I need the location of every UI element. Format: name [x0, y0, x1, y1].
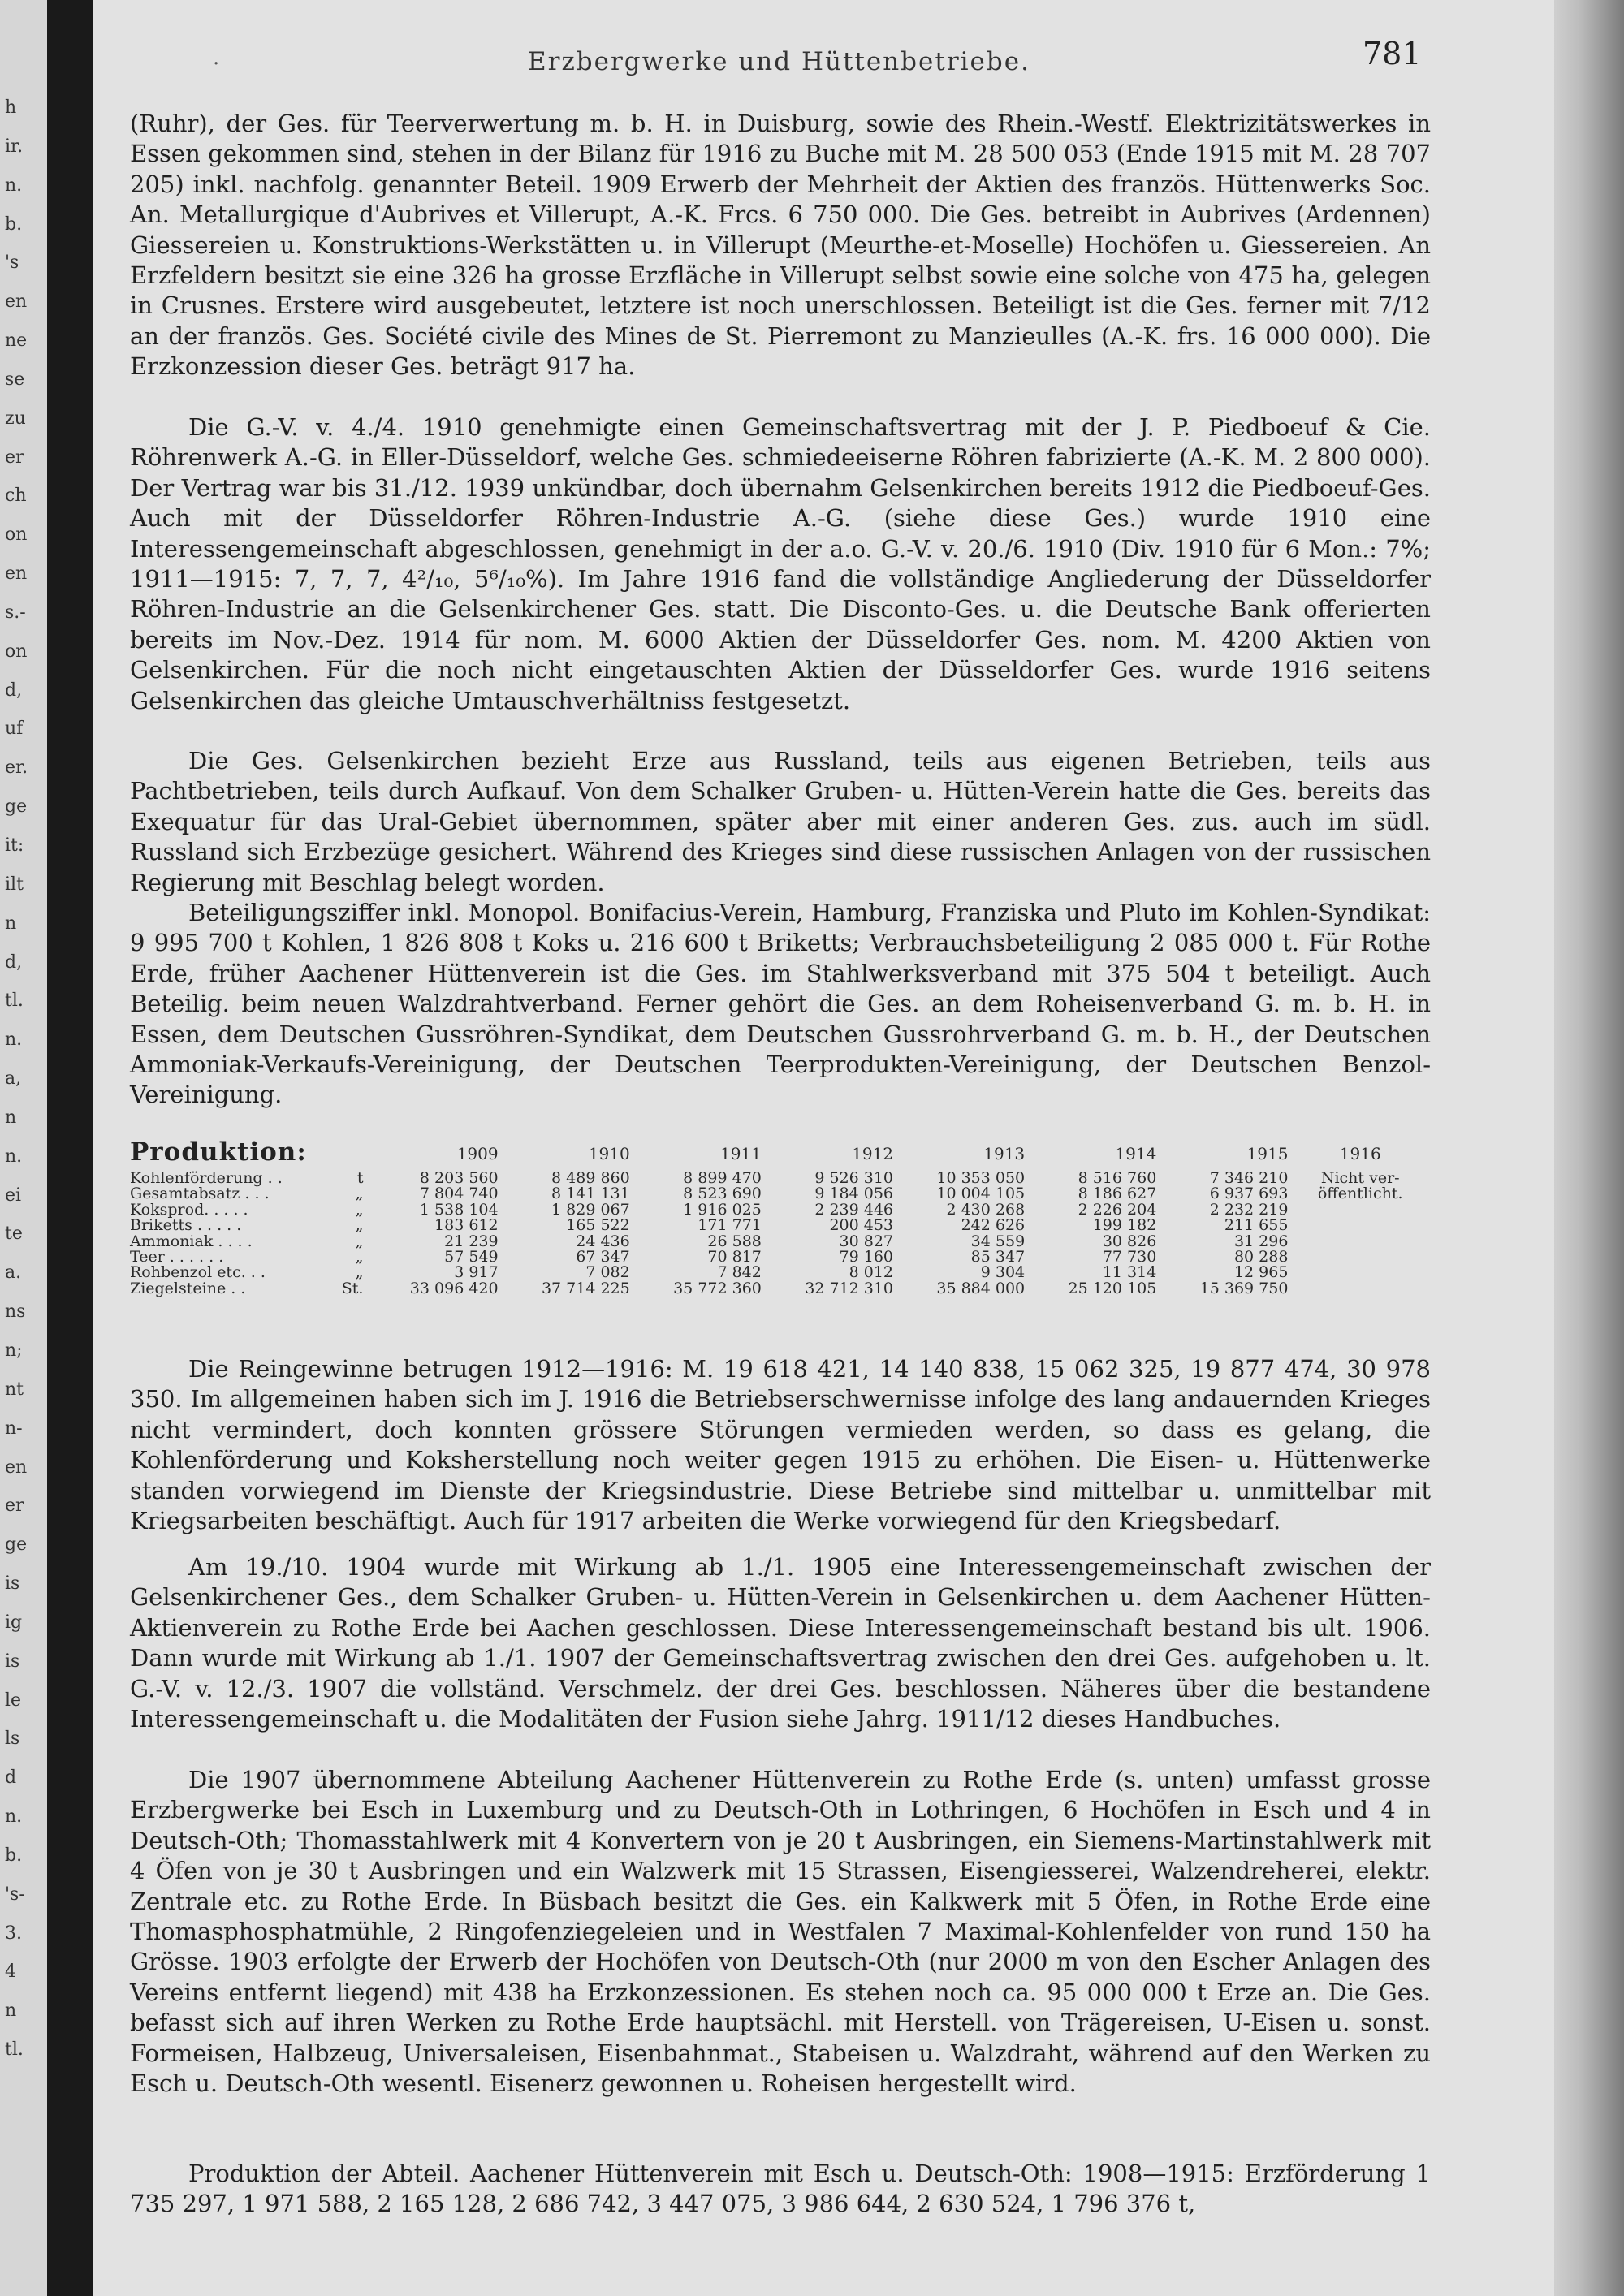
- production-value: 9 526 310: [814, 1169, 894, 1187]
- production-row-unit: „: [355, 1216, 364, 1235]
- prev-page-fragment: n: [5, 2000, 17, 2021]
- binding-gutter: [47, 0, 93, 2296]
- production-row-label: Koksprod. . . . .: [130, 1200, 248, 1219]
- production-value: 80 288: [1233, 1248, 1289, 1267]
- production-row-label: Ziegelsteine . .: [130, 1279, 246, 1297]
- production-value: 200 453: [829, 1216, 894, 1235]
- production-value: 79 160: [839, 1248, 894, 1267]
- year-1910: 1910: [588, 1144, 630, 1163]
- prev-page-fragment: n: [5, 913, 17, 934]
- prev-page-fragment: on: [5, 641, 28, 662]
- prev-page-fragment: ge: [5, 796, 28, 817]
- production-row-label: Teer . . . . . .: [130, 1248, 224, 1267]
- production-row-label: Gesamtabsatz . . .: [130, 1185, 270, 1203]
- production-row-label: Kohlenförderung . .: [130, 1169, 283, 1187]
- paragraph-reingewinne: Die Reingewinne betrugen 1912—1916: M. 19 618 421, 14 140 838, 15 062 325, 19 877 474, 30 978 350. Im allgemeinen haben sich im J. 1916 die Betriebserschwernisse infolge des lang andauernden Krieges nicht vermindert, doch konnten grössere Störungen vermieden werden, so dass es gelang, die Kohlenförderung und Koksherstellung noch weiter gegen 1915 zu erhöhen. Die Eisen- u. Hüttenwerke standen vorwiegend im Dienste der Kriegsindustrie. Diese Betriebe sind mittelbar u. unmittelbar mit Kriegsarbeiten beschäftigt. Auch für 1917 arbeiten die Werke vorwiegend für den Kriegsbedarf.: [130, 1355, 1431, 1535]
- production-header-row: [130, 1137, 1432, 1171]
- production-row: [130, 1186, 1432, 1202]
- production-value: 9 184 056: [814, 1185, 894, 1203]
- paragraph-interessengemeinschaft: Am 19./10. 1904 wurde mit Wirkung ab 1./1. 1905 eine Interessengemeinschaft zwischen der Gelsenkirchener Ges., dem Schalker Gruben- u. Hütten-Verein in Gelsenkirchen u. dem Aachener Hütten-Aktienverein zu Rothe Erde bei Aachen geschlossen. Diese Interessengemeinschaft bestand bis ult. 1906. Dann wurde mit Wirkung ab 1./1. 1907 der Gemeinschaftsvertrag zwischen den drei Ges. aufgehoben u. lt. G.-V. v. 12./3. 1907 die vollständ. Verschmelz. der drei Ges. beschlossen. Näheres über die bestandene Interessengemeinschaft u. die Modalitäten der Fusion siehe Jahrg. 1911/12 dieses Handbuches.: [130, 1553, 1431, 1733]
- production-row-label: Ammoniak . . . .: [130, 1232, 253, 1250]
- production-value: 183 612: [434, 1216, 499, 1235]
- production-value: 165 522: [566, 1216, 630, 1235]
- production-row-unit: „: [355, 1232, 364, 1250]
- prev-page-fragment: n;: [5, 1340, 23, 1361]
- production-row-label: Briketts . . . . .: [130, 1216, 242, 1235]
- year-1912: 1912: [852, 1144, 894, 1163]
- paragraph-gv-1910: Die G.-V. v. 4./4. 1910 genehmigte einen Gemeinschaftsvertrag mit der J. P. Piedboeuf & Cie. Röhrenwerk A.-G. in Eller-Düsseldorf, welche Ges. schmiedeeiserne Röhren fabrizierte (A.-K. M. 2 800 000). Der Vertrag war bis 31./12. 1939 unkündbar, doch übernahm Gelsenkirchen bereits 1912 die Piedboeuf-Ges. Auch mit der Düsseldorfer Röhren-Industrie A.-G. (siehe diese Ges.) wurde 1910 eine Interessengemeinschaft abgeschlossen, genehmigt in der a.o. G.-V. v. 20./6. 1910 (Div. 1910 für 6 Mon.: 7%; 1911—1915: 7, 7, 7, 4²/₁₀, 5⁶/₁₀%). Im Jahre 1916 fand die vollständige Angliederung der Düsseldorfer Röhren-Industrie an die Gelsenkirchener Ges. statt. Die Disconto-Ges. u. die Deutsche Bank offerierten bereits im Nov.-Dez. 1914 für nom. M. 6000 Aktien der Düsseldorfer Ges. nom. M. 4200 Aktien von Gelsenkirchen. Für die noch nicht eingetauschten Aktien der Düsseldorfer Ges. wurde 1916 seitens Gelsenkirchen das gleiche Umtauschverhältniss festgesetzt.: [130, 413, 1431, 714]
- production-value: 171 771: [698, 1216, 762, 1235]
- production-value: 7 804 740: [419, 1185, 499, 1203]
- prev-page-fragment: se: [5, 369, 25, 390]
- prev-page-fragment: en: [5, 563, 28, 584]
- previous-page-edge: [0, 0, 47, 2296]
- prev-page-fragment: n.: [5, 1146, 23, 1167]
- production-value: 35 884 000: [936, 1279, 1026, 1297]
- paragraph-aachener-huettenverein: Die 1907 übernommene Abteilung Aachener Hüttenverein zu Rothe Erde (s. unten) umfasst grosse Erzbergwerke bei Esch in Luxemburg und zu Deutsch-Oth in Lothringen, 6 Hochöfen in Esch und 4 in Deutsch-Oth; Thomasstahlwerk mit 4 Konvertern von je 20 t Ausbringen, ein Siemens-Martinstahlwerk mit 4 Öfen von je 30 t Ausbringen und ein Walzwerk mit 15 Strassen, Eisengiesserei, Walzendreherei, elektr. Zentrale etc. zu Rothe Erde. In Büsbach besitzt die Ges. ein Kalkwerk mit 5 Öfen, in Rothe Erde eine Thomasphosphatmühle, 2 Ringofenziegeleien und in Westfalen 7 Maximal-Kohlenfelder von rund 150 ha Grösse. 1903 erfolgte der Erwerb der Hochöfen von Deutsch-Oth (nur 2000 m von den Escher Anlagen des Vereins entfernt liegend) mit 438 ha Erzkonzessionen. Es stehen noch ca. 95 000 000 t Erze an. Die Ges. befasst sich auf ihren Werken zu Rothe Erde hauptsächl. mit Herstell. von Trägereisen, U-Eisen u. sonst. Formeisen, Halbzeug, Universaleisen, Eisenbahnmat., Stabeisen u. Walzdraht, während auf den Werken zu Esch u. Deutsch-Oth wesentl. Eisenerz gewonnen u. Roheisen hergestellt wird.: [130, 1766, 1431, 2098]
- prev-page-fragment: en: [5, 1457, 28, 1478]
- production-value: 8 899 470: [683, 1169, 762, 1187]
- prev-page-fragment: er: [5, 1495, 24, 1516]
- production-label: Produktion:: [130, 1137, 307, 1167]
- production-row-unit: t: [356, 1169, 364, 1187]
- production-note: [1288, 1265, 1432, 1280]
- production-value: 30 826: [1102, 1232, 1157, 1250]
- prev-page-fragment: b.: [5, 1845, 23, 1866]
- prev-page-fragment: n.: [5, 175, 23, 196]
- prev-page-fragment: 's: [5, 252, 19, 273]
- production-note: [1288, 1281, 1432, 1297]
- paragraph-russland: Die Ges. Gelsenkirchen bezieht Erze aus Russland, teils aus eigenen Betrieben, teils aus Pachtbetrieben, teils durch Aufkauf. Von dem Schalker Gruben- u. Hütten-Verein hatte die Ges. bereits das Exequatur für das Ural-Gebiet übernommen, später aber mit einer anderen Ges. zus. auch im südl. Russland sich Erzbezüge gesichert. Während des Krieges sind diese russischen Anlagen von der russischen Regierung mit Beschlag belegt worden.: [130, 747, 1431, 896]
- prev-page-fragment: ei: [5, 1185, 22, 1206]
- year-1915: 1915: [1246, 1144, 1289, 1163]
- prev-page-fragment: on: [5, 524, 28, 545]
- production-row-unit: „: [355, 1263, 364, 1282]
- prev-page-fragment: ne: [5, 330, 28, 351]
- production-value: 2 232 219: [1209, 1200, 1289, 1219]
- production-value: 37 714 225: [541, 1279, 630, 1297]
- production-value: 15 369 750: [1199, 1279, 1289, 1297]
- prev-page-fragment: a,: [5, 1068, 22, 1089]
- production-value: 2 239 446: [814, 1200, 894, 1219]
- prev-page-fragment: is: [5, 1573, 20, 1594]
- paragraph-ruhr: (Ruhr), der Ges. für Teerverwertung m. b. H. in Duisburg, sowie des Rhein.-Westf. Elektrizitätswerkes in Essen gekommen sind, stehen in der Bilanz für 1916 zu Buche mit M. 28 500 053 (Ende 1915 mit M. 28 707 205) inkl. nachfolg. genannter Beteil. 1909 Erwerb der Mehrheit der Aktien des französ. Hüttenwerks Soc. An. Metallurgique d'Aubrives et Villerupt, A.-K. Frcs. 6 750 000. Die Ges. betreibt in Aubrives (Ardennen) Giessereien u. Konstruktions-Werkstätten u. in Villerupt (Meurthe-et-Moselle) Hochöfen u. Giessereien. An Erzfeldern besitzt sie eine 326 ha grosse Erzfläche in Villerupt selbst sowie eine solche von 475 ha, gelegen in Crusnes. Erstere wird ausgebeutet, letztere ist noch unerschlossen. Beteiligt ist die Ges. ferner mit 7/12 an der französ. Ges. Société civile des Mines de St. Pierremont zu Manzieulles (A.-K. frs. 16 000 000). Die Erzkonzession dieser Ges. beträgt 917 ha.: [130, 110, 1431, 381]
- production-value: 33 096 420: [409, 1279, 499, 1297]
- production-value: 8 141 131: [551, 1185, 630, 1203]
- production-value: 67 347: [576, 1248, 630, 1267]
- production-value: 8 489 860: [551, 1169, 630, 1187]
- prev-page-fragment: n.: [5, 1029, 23, 1050]
- production-value: 8 186 627: [1078, 1185, 1157, 1203]
- production-value: 77 730: [1102, 1248, 1157, 1267]
- production-value: 21 239: [444, 1232, 499, 1250]
- production-value: 30 827: [839, 1232, 894, 1250]
- production-note: [1288, 1218, 1432, 1233]
- prev-page-fragment: ig: [5, 1612, 23, 1633]
- year-1913: 1913: [983, 1144, 1026, 1163]
- running-header: Erzbergwerke und Hüttenbetriebe.: [528, 47, 1030, 76]
- production-note: [1288, 1249, 1432, 1265]
- prev-page-fragment: ls: [5, 1728, 20, 1749]
- production-value: 31 296: [1233, 1232, 1289, 1250]
- production-value: 8 203 560: [419, 1169, 499, 1187]
- production-value: 7 082: [585, 1263, 630, 1282]
- production-value: 34 559: [970, 1232, 1026, 1250]
- year-1909: 1909: [456, 1144, 499, 1163]
- prev-page-fragment: 4: [5, 1962, 16, 1982]
- prev-page-fragment: n.: [5, 1806, 23, 1827]
- production-value: 8 012: [849, 1263, 894, 1282]
- prev-page-fragment: ir.: [5, 136, 24, 157]
- production-value: 211 655: [1224, 1216, 1289, 1235]
- paragraph-produktion-abteil: Produktion der Abteil. Aachener Hüttenverein mit Esch u. Deutsch-Oth: 1908—1915: Erzförderung 1 735 297, 1 971 588, 2 165 128, 2 686 742, 3 447 075, 3 986 644, 2 630 524, 1 796 376 t,: [130, 2160, 1431, 2218]
- production-value: 12 965: [1233, 1263, 1289, 1282]
- production-row: [130, 1281, 1432, 1297]
- production-value: 7 346 210: [1209, 1169, 1289, 1187]
- page-edge-shadow: [1554, 0, 1624, 2296]
- production-value: 6 937 693: [1209, 1185, 1289, 1203]
- production-value: 1 829 067: [551, 1200, 630, 1219]
- production-row-unit: „: [355, 1200, 364, 1219]
- prev-page-fragment: tl.: [5, 990, 24, 1011]
- production-value: 199 182: [1092, 1216, 1157, 1235]
- production-value: 32 712 310: [805, 1279, 894, 1297]
- prev-page-fragment: te: [5, 1224, 23, 1244]
- production-value: 85 347: [970, 1248, 1026, 1267]
- production-row-label: Rohbenzol etc. . .: [130, 1263, 266, 1282]
- prev-page-fragment: h: [5, 97, 17, 118]
- production-row-unit: „: [355, 1185, 364, 1203]
- prev-page-fragment: uf: [5, 719, 24, 739]
- prev-page-fragment: er: [5, 447, 24, 468]
- header-mark: ·: [213, 52, 220, 76]
- production-note: [1288, 1234, 1432, 1249]
- production-value: 2 226 204: [1078, 1200, 1157, 1219]
- prev-page-fragment: is: [5, 1651, 20, 1672]
- prev-page-fragment: d: [5, 1767, 17, 1788]
- prev-page-fragment: s.-: [5, 602, 26, 623]
- year-1916: 1916: [1339, 1144, 1381, 1163]
- production-note: [1288, 1202, 1432, 1218]
- production-table: [130, 1137, 1432, 1297]
- prev-page-fragment: le: [5, 1690, 22, 1711]
- prev-page-fragment: er.: [5, 757, 28, 778]
- production-value: 3 917: [454, 1263, 499, 1282]
- prev-page-fragment: ch: [5, 486, 27, 506]
- production-value: 1 538 104: [419, 1200, 499, 1219]
- production-row-unit: St.: [341, 1279, 364, 1297]
- production-value: 11 314: [1102, 1263, 1157, 1282]
- production-value: 7 842: [717, 1263, 762, 1282]
- prev-page-fragment: tl.: [5, 2039, 24, 2060]
- paragraph-beteiligung: Beteiligungsziffer inkl. Monopol. Bonifacius-Verein, Hamburg, Franziska und Pluto im Kohlen-Syndikat: 9 995 700 t Kohlen, 1 826 808 t Koks u. 216 600 t Briketts; Verbrauchsbeteiligung 2 085 000 t. Für Rothe Erde, früher Aachener Hüttenverein ist die Ges. im Stahlwerksverband mit 375 504 t beteiligt. Auch Beteilig. beim neuen Walzdrahtverband. Ferner gehört die Ges. an dem Roheisenverband G. m. b. H. in Essen, dem Deutschen Gussröhren-Syndikat, dem Deutschen Gussrohrverband G. m. b. H., der Deutschen Ammoniak-Verkaufs-Vereinigung, der Deutschen Teerprodukten-Vereinigung, der Deutschen Benzol-Vereinigung.: [130, 899, 1431, 1109]
- prev-page-fragment: n: [5, 1107, 17, 1128]
- production-row-unit: „: [355, 1248, 364, 1267]
- production-row: [130, 1218, 1432, 1233]
- production-value: 8 523 690: [683, 1185, 762, 1203]
- prev-page-fragment: zu: [5, 408, 26, 429]
- year-1914: 1914: [1115, 1144, 1157, 1163]
- prev-page-fragment: nt: [5, 1379, 24, 1400]
- production-note: Nicht ver-: [1320, 1169, 1400, 1187]
- production-value: 25 120 105: [1068, 1279, 1157, 1297]
- production-value: 2 430 268: [946, 1200, 1026, 1219]
- production-row: [130, 1265, 1432, 1280]
- prev-page-fragment: a.: [5, 1262, 22, 1283]
- production-note: öffentlicht.: [1317, 1185, 1403, 1203]
- prev-page-fragment: 's-: [5, 1884, 25, 1905]
- prev-page-fragment: ge: [5, 1534, 28, 1555]
- prev-page-fragment: ns: [5, 1301, 26, 1322]
- production-value: 8 516 760: [1078, 1169, 1157, 1187]
- production-value: 35 772 360: [673, 1279, 762, 1297]
- prev-page-fragment: n-: [5, 1418, 23, 1439]
- production-value: 9 304: [980, 1263, 1026, 1282]
- prev-page-fragment: d,: [5, 952, 23, 973]
- prev-page-fragment: 3.: [5, 1923, 22, 1944]
- production-value: 1 916 025: [683, 1200, 762, 1219]
- production-value: 24 436: [576, 1232, 630, 1250]
- page-number: 781: [1363, 36, 1422, 71]
- prev-page-fragment: it:: [5, 835, 24, 856]
- production-value: 70 817: [707, 1248, 762, 1267]
- prev-page-fragment: b.: [5, 214, 23, 235]
- production-value: 57 549: [444, 1248, 499, 1267]
- prev-page-fragment: d,: [5, 680, 23, 701]
- production-value: 242 626: [961, 1216, 1026, 1235]
- production-value: 10 353 050: [936, 1169, 1026, 1187]
- production-value: 26 588: [707, 1232, 762, 1250]
- year-1911: 1911: [719, 1144, 762, 1163]
- production-value: 10 004 105: [936, 1185, 1026, 1203]
- prev-page-fragment: en: [5, 291, 28, 312]
- prev-page-fragment: ilt: [5, 874, 24, 895]
